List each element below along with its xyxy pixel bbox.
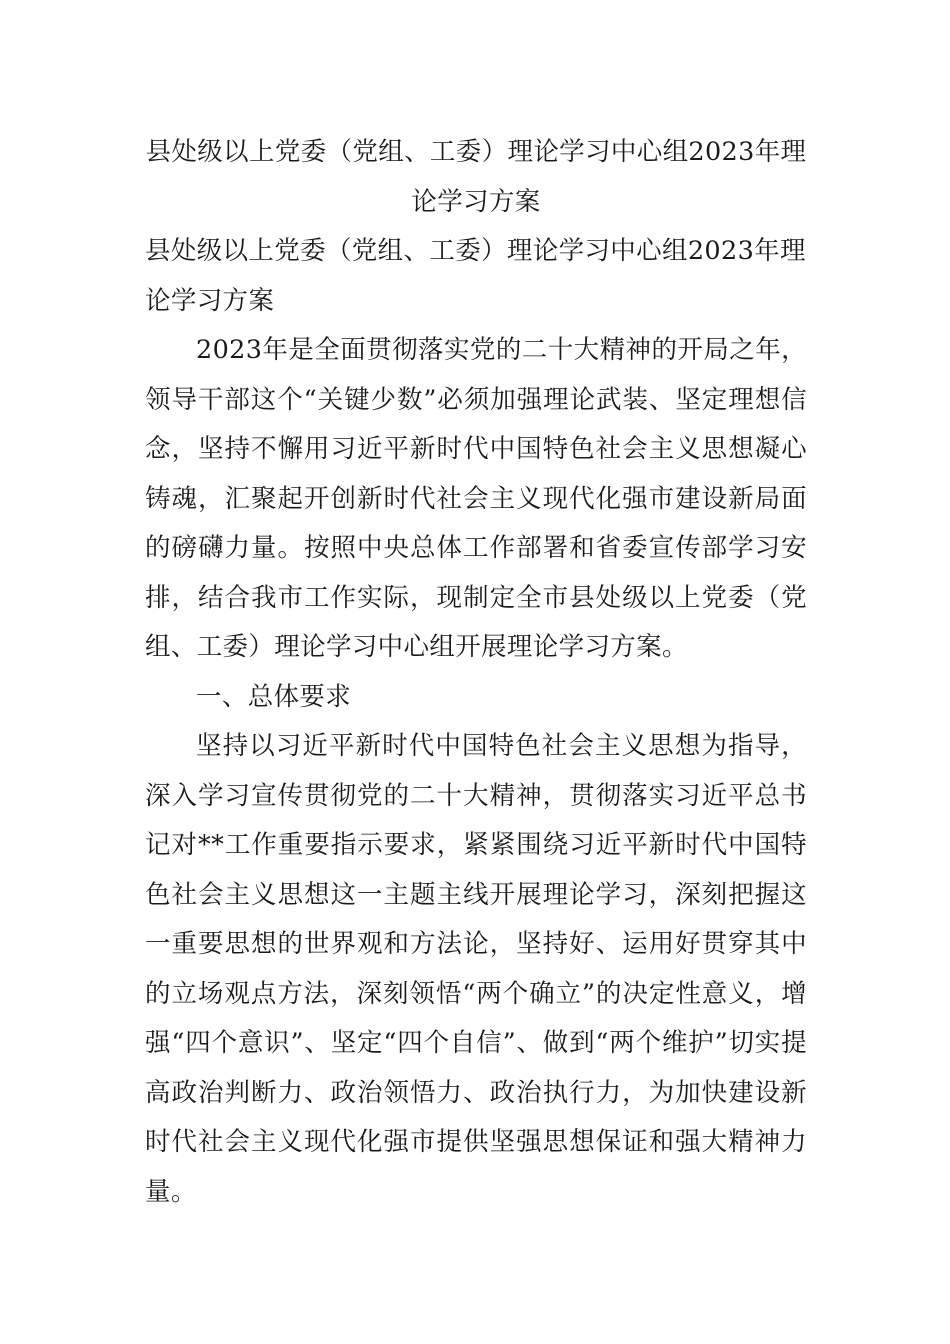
document-title: 县处级以上党委（党组、工委）理论学习中心组2023年理论学习方案: [145, 137, 807, 217]
document-subtitle: 县处级以上党委（党组、工委）理论学习中心组2023年理论学习方案: [145, 236, 806, 316]
section-heading-general-requirements: 一、总体要求: [196, 681, 352, 712]
intro-paragraph: 2023年是全面贯彻落实党的二十大精神的开局之年，领导干部这个“关键少数”必须加强理论武装、坚定理想信念，坚持不懈用习近平新时代中国特色社会主义思想凝心铸魂，汇聚起开创新时代社会主义现代化强市建设新局面的磅礴力量。按照中央总体工作部署和省委宣传部学习安排，结合我市工作实际，现制定全市县处级以上党委（党组、工委）理论学习中心组开展理论学习方案。: [145, 335, 807, 662]
document-body: [145, 128, 807, 1217]
general-requirements-paragraph: 坚持以习近平新时代中国特色社会主义思想为指导，深入学习宣传贯彻党的二十大精神，贯彻落实习近平总书记对**工作重要指示要求，紧紧围绕习近平新时代中国特色社会主义思想这一主题主线开展理论学习，深刻把握这一重要思想的世界观和方法论，坚持好、运用好贯穿其中的立场观点方法，深刻领悟“两个确立”的决定性意义，增强“四个意识”、坚定“四个自信”、做到“两个维护”切实提高政治判断力、政治领悟力、政治执行力，为加快建设新时代社会主义现代化强市提供坚强思想保证和强大精神力量。: [145, 731, 807, 1207]
